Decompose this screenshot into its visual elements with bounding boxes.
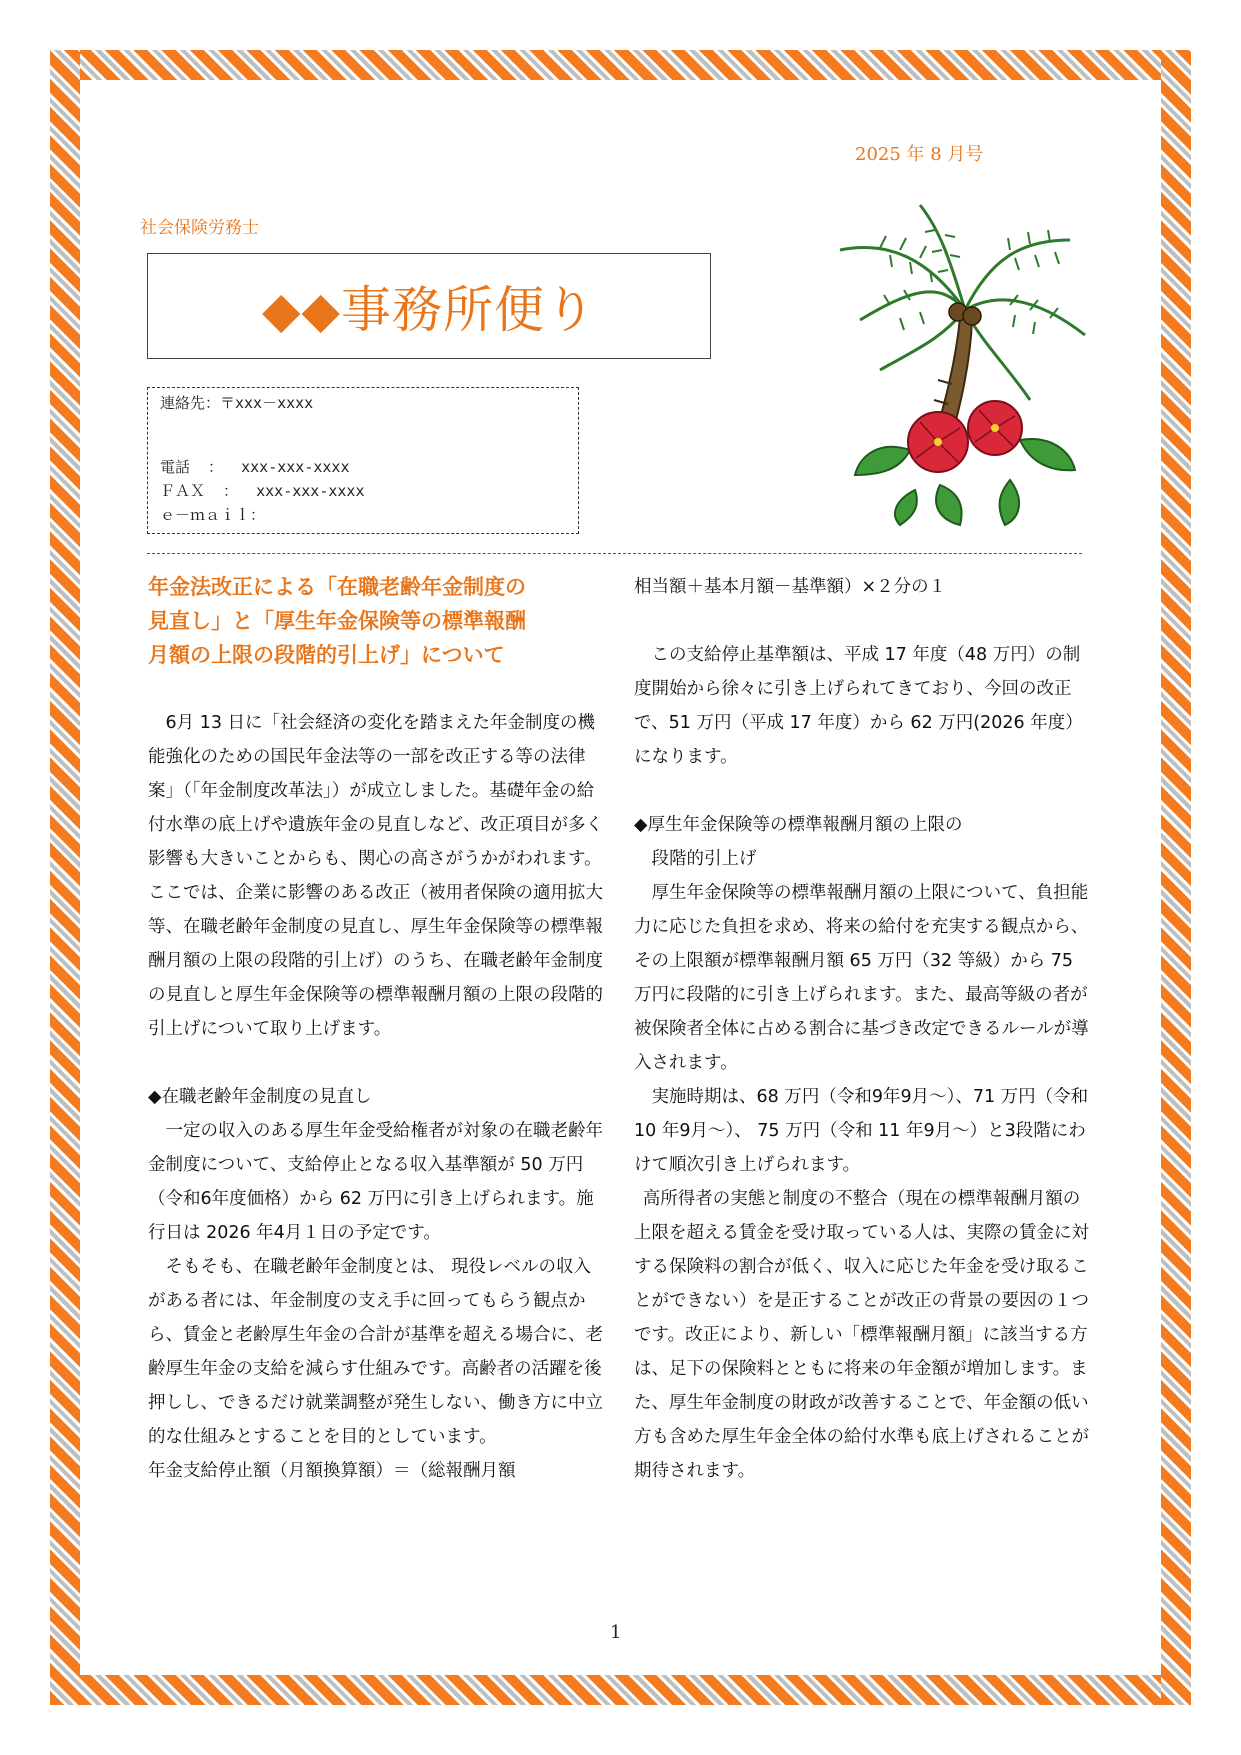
decorative-border-left: [50, 50, 80, 1705]
section2-title-line-2: 段階的引上げ: [651, 849, 757, 869]
formula-line-2: [634, 570, 1094, 604]
article-heading-line-1: 年金法改正による「在職老齢年金制度の: [148, 575, 526, 599]
section2-paragraph-3: 高所得者の実態と制度の不整合（現在の標準報酬月額の上限を超える賃金を受け取っている人は、実際の賃金に対する保険料の割合が低く、収入に応じた年金を受け取ることができない）を是正することが改正の背景の要因の１つです。改正により、新しい「標準報酬月額」に該当する方は、足下の保険料とともに将来の年金額が増加します。また、厚生年金制度の財政が改善することで、年金額の低い方も含めた厚生年金全体の給付水準も底上げされることが期待されます。: [634, 1189, 1089, 1481]
issue-date: 2025 年 8 月号: [855, 144, 984, 165]
article-heading-line-3: 月額の上限の段階的引上げ」について: [148, 643, 505, 667]
section2-paragraph-2: 実施時期は、68 万円（令和9年9月～）、71 万円（令和 10 年9月～）、 75 万円（令和 11 年9月～）と3段階にわけて順次引き上げられます。: [634, 1087, 1089, 1175]
right-column: [634, 570, 1094, 1488]
formula-line-1: [148, 1454, 608, 1488]
contact-phone: 電話 ： xxx-xxx-xxxx: [160, 458, 350, 476]
title-box: [147, 253, 711, 359]
intro-paragraph: 6月 13 日に「社会経済の変化を踏まえた年金制度の機能強化のための国民年金法等の一部を改正する等の法律案」（「年金制度改革法」）が成立しました。基礎年金の給付水準の底上げや遺族年金の見直しなど、改正項目が多く影響も大きいことからも、関心の高さがうかがわれます。ここでは、企業に影響のある改正（被用者保険の適用拡大等、在職老齢年金制度の見直し、厚生年金保険等の標準報酬月額の上限の段階的引上げ）のうち、在職老齢年金制度の見直しと厚生年金保険等の標準報酬月額の上限の段階的引上げについて取り上げます。: [148, 713, 603, 1039]
decorative-border-top: [50, 50, 1191, 80]
section-divider: [147, 553, 1082, 554]
section1-paragraph-1: 一定の収入のある厚生年金受給権者が対象の在職老齢年金制度について、支給停止となる収入基準額が 50 万円（令和6年度価格）から 62 万円に引き上げられます。施行日は 2026 年4月１日の予定です。: [148, 1121, 603, 1243]
section2-title-line-1: ◆厚生年金保険等の標準報酬月額の上限の: [634, 815, 963, 835]
contact-box: [147, 387, 579, 534]
formula-text-part-2: 相当額＋基本月額－基準額）×２分の１: [634, 577, 947, 597]
decorative-border-right: [1161, 50, 1191, 1705]
office-label: 社会保険労務士: [140, 218, 259, 238]
contact-email: ｅ－ｍａｉｌ：: [160, 506, 266, 524]
section1-title: ◆在職老齢年金制度の見直し: [148, 1087, 372, 1107]
section1-paragraph-3: この支給停止基準額は、平成 17 年度（48 万円）の制度開始から徐々に引き上げられてきており、今回の改正で、51 万円（平成 17 年度）から 62 万円(2026 年度）になります。: [634, 645, 1083, 767]
decorative-border-bottom: [50, 1675, 1191, 1705]
section1-paragraph-2: そもそも、在職老齢年金制度とは、 現役レベルの収入がある者には、年金制度の支え手に回ってもらう観点から、賃金と老齢厚生年金の合計が基準を超える場合に、老齢厚生年金の支給を減らす仕組みです。高齢者の活躍を後押しし、できるだけ就業調整が発生しない、働き方に中立的な仕組みとすることを目的としています。: [148, 1257, 603, 1447]
page-title: ◆◆事務所便り: [262, 281, 596, 339]
page-number: 1: [610, 1622, 622, 1643]
article-heading-line-2: 見直し」と「厚生年金保険等の標準報酬: [148, 609, 526, 633]
formula-text-part-1: 年金支給停止額（月額換算額）＝（総報酬月額: [148, 1461, 516, 1481]
contact-fax: ＦＡＸ ： xxx-xxx-xxxx: [160, 482, 365, 500]
contact-address: 連絡先：〒xxx－xxxx: [160, 394, 314, 412]
palm-tree-hibiscus-icon: [820, 200, 1100, 530]
section2-paragraph-1: 厚生年金保険等の標準報酬月額の上限について、負担能力に応じた負担を求め、将来の給付を充実する観点から、その上限額が標準報酬月額 65 万円（32 等級）から 75 万円に段階的に引き上げられます。また、最高等級の者が被保険者全体に占める割合に基づき改定できるルールが導入されます。: [634, 883, 1089, 1073]
left-column: [148, 570, 608, 1488]
